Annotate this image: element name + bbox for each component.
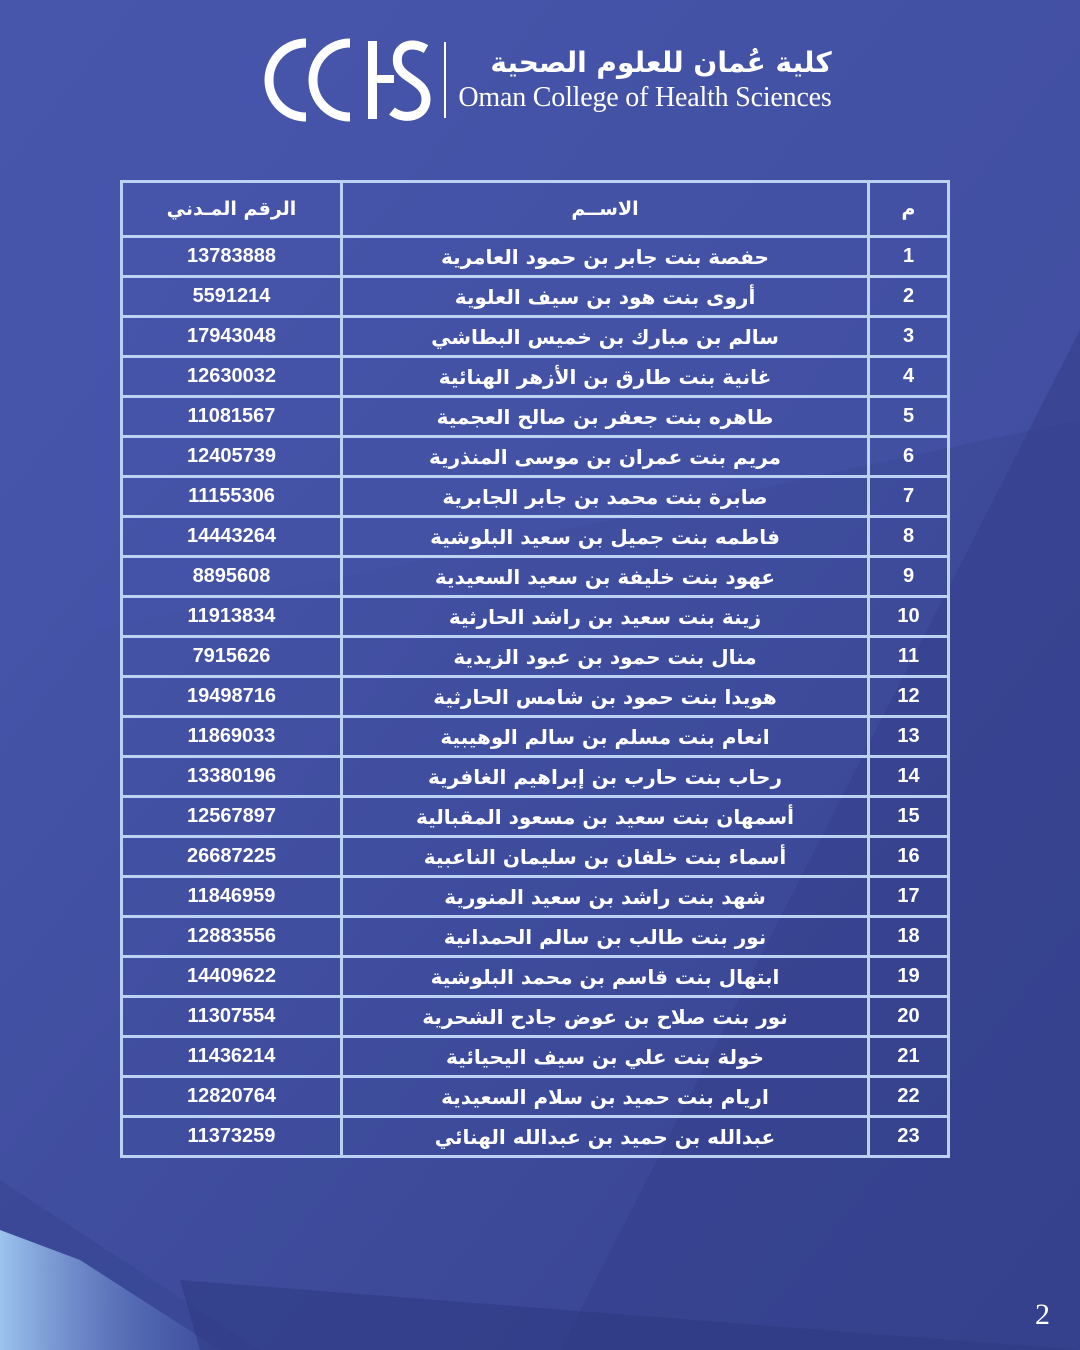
cell-num: 14 (869, 757, 949, 797)
cell-name: انعام بنت مسلم بن سالم الوهيبية (342, 717, 869, 757)
cell-name: حفصة بنت جابر بن حمود العامرية (342, 237, 869, 277)
cell-civil: 11307554 (122, 997, 342, 1037)
table-header-row (122, 182, 949, 237)
cell-civil: 12630032 (122, 357, 342, 397)
cell-num: 8 (869, 517, 949, 557)
cell-civil: 12405739 (122, 437, 342, 477)
cell-name: شهد بنت راشد بن سعيد المنورية (342, 877, 869, 917)
cell-name: فاطمه بنت جميل بن سعيد البلوشية (342, 517, 869, 557)
cell-name: مريم بنت عمران بن موسى المنذرية (342, 437, 869, 477)
cell-num: 23 (869, 1117, 949, 1157)
students-table (120, 180, 950, 1158)
table-row (122, 397, 949, 437)
table-row (122, 837, 949, 877)
header-num: م (869, 182, 949, 237)
table-row (122, 277, 949, 317)
cell-civil: 14443264 (122, 517, 342, 557)
cell-civil: 11081567 (122, 397, 342, 437)
logo-divider (444, 42, 446, 118)
page-number: 2 (1035, 1298, 1050, 1331)
table-row (122, 877, 949, 917)
cell-num: 10 (869, 597, 949, 637)
header-name: الاســم (342, 182, 869, 237)
table-row (122, 757, 949, 797)
cell-name: رحاب بنت حارب بن إبراهيم الغافرية (342, 757, 869, 797)
cell-name: سالم بن مبارك بن خميس البطاشي (342, 317, 869, 357)
cell-num: 13 (869, 717, 949, 757)
cell-num: 20 (869, 997, 949, 1037)
table-row (122, 557, 949, 597)
cell-num: 3 (869, 317, 949, 357)
students-table-container (120, 180, 947, 1158)
cell-num: 21 (869, 1037, 949, 1077)
cell-num: 11 (869, 637, 949, 677)
cell-name: أسمهان بنت سعيد بن مسعود المقبالية (342, 797, 869, 837)
cell-name: اريام بنت حميد بن سلام السعيدية (342, 1077, 869, 1117)
cell-num: 12 (869, 677, 949, 717)
cell-num: 7 (869, 477, 949, 517)
table-row (122, 1077, 949, 1117)
cell-name: هويدا بنت حمود بن شامس الحارثية (342, 677, 869, 717)
cell-civil: 12883556 (122, 917, 342, 957)
cell-civil: 26687225 (122, 837, 342, 877)
cell-civil: 11155306 (122, 477, 342, 517)
cell-name: نور بنت صلاح بن عوض جادح الشحرية (342, 997, 869, 1037)
table-row (122, 237, 949, 277)
college-name-english: Oman College of Health Sciences (458, 82, 832, 113)
college-name-arabic: كلية عُمان للعلوم الصحية (490, 46, 832, 79)
cell-num: 5 (869, 397, 949, 437)
cell-name: صابرة بنت محمد بن جابر الجابرية (342, 477, 869, 517)
table-row (122, 797, 949, 837)
cell-civil: 11869033 (122, 717, 342, 757)
ochs-logo-icon (248, 35, 438, 125)
cell-num: 2 (869, 277, 949, 317)
table-row (122, 957, 949, 997)
cell-civil: 13380196 (122, 757, 342, 797)
cell-num: 9 (869, 557, 949, 597)
cell-name: عبدالله بن حميد بن عبدالله الهنائي (342, 1117, 869, 1157)
header-civil-number: الرقم المـدني (122, 182, 342, 237)
cell-civil: 5591214 (122, 277, 342, 317)
table-row (122, 477, 949, 517)
cell-civil: 8895608 (122, 557, 342, 597)
cell-num: 1 (869, 237, 949, 277)
cell-name: عهود بنت خليفة بن سعيد السعيدية (342, 557, 869, 597)
cell-civil: 11373259 (122, 1117, 342, 1157)
cell-name: طاهره بنت جعفر بن صالح العجمية (342, 397, 869, 437)
cell-civil: 7915626 (122, 637, 342, 677)
cell-name: أسماء بنت خلفان بن سليمان الناعبية (342, 837, 869, 877)
college-logo-header (0, 30, 1080, 130)
cell-num: 18 (869, 917, 949, 957)
cell-civil: 19498716 (122, 677, 342, 717)
cell-civil: 11846959 (122, 877, 342, 917)
cell-name: غانية بنت طارق بن الأزهر الهنائية (342, 357, 869, 397)
table-row (122, 917, 949, 957)
table-row (122, 717, 949, 757)
cell-name: منال بنت حمود بن عبود الزيدية (342, 637, 869, 677)
table-row (122, 1037, 949, 1077)
cell-num: 6 (869, 437, 949, 477)
logo-text (458, 45, 831, 115)
cell-num: 19 (869, 957, 949, 997)
cell-civil: 13783888 (122, 237, 342, 277)
cell-civil: 11913834 (122, 597, 342, 637)
cell-civil: 11436214 (122, 1037, 342, 1077)
table-body (122, 237, 949, 1157)
cell-civil: 12567897 (122, 797, 342, 837)
cell-civil: 14409622 (122, 957, 342, 997)
cell-name: خولة بنت علي بن سيف اليحيائية (342, 1037, 869, 1077)
table-row (122, 997, 949, 1037)
table-row (122, 517, 949, 557)
cell-civil: 17943048 (122, 317, 342, 357)
table-row (122, 357, 949, 397)
table-row (122, 317, 949, 357)
table-row (122, 637, 949, 677)
cell-name: ابتهال بنت قاسم بن محمد البلوشية (342, 957, 869, 997)
cell-num: 17 (869, 877, 949, 917)
cell-num: 15 (869, 797, 949, 837)
cell-num: 16 (869, 837, 949, 877)
cell-name: أروى بنت هود بن سيف العلوية (342, 277, 869, 317)
table-row (122, 437, 949, 477)
table-row (122, 597, 949, 637)
cell-name: زينة بنت سعيد بن راشد الحارثية (342, 597, 869, 637)
cell-num: 4 (869, 357, 949, 397)
cell-name: نور بنت طالب بن سالم الحمدانية (342, 917, 869, 957)
cell-num: 22 (869, 1077, 949, 1117)
table-row (122, 677, 949, 717)
cell-civil: 12820764 (122, 1077, 342, 1117)
table-row (122, 1117, 949, 1157)
